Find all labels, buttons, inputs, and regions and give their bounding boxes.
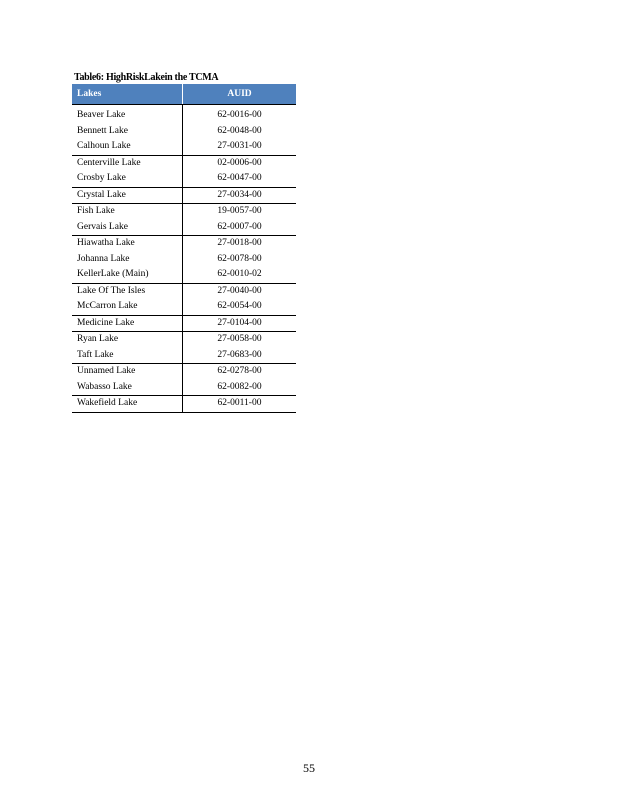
table-row — [72, 236, 296, 252]
lake-name-cell: KellerLake (Main) — [72, 267, 183, 283]
table-row — [72, 105, 296, 124]
table-row — [72, 380, 296, 396]
lake-name-cell: Johanna Lake — [72, 252, 183, 268]
lake-name-cell: Hiawatha Lake — [72, 236, 183, 252]
table-row — [72, 283, 296, 299]
table-row — [72, 315, 296, 332]
page-number: 55 — [303, 761, 315, 775]
lake-name-cell: Wakefield Lake — [72, 396, 183, 413]
auid-cell: 62-0007-00 — [183, 220, 297, 236]
high-risk-lakes-table — [72, 84, 296, 413]
auid-cell: 62-0054-00 — [183, 299, 297, 315]
table-row — [72, 267, 296, 283]
table-row — [72, 171, 296, 187]
auid-cell: 62-0047-00 — [183, 171, 297, 187]
auid-cell: 27-0058-00 — [217, 334, 262, 345]
auid-cell: 02-0006-00 — [217, 157, 262, 168]
table-row — [72, 299, 296, 315]
column-header-auid: AUID — [183, 84, 297, 105]
lake-name-cell: Taft Lake — [72, 348, 183, 364]
lake-name-cell: Lake Of The Isles — [72, 283, 183, 299]
auid-cell: 27-0683-00 — [183, 348, 297, 364]
table-caption: Table6: HighRiskLakein the TCMA — [74, 72, 219, 83]
auid-cell: 62-0010-02 — [183, 267, 297, 283]
lake-name-cell: Gervais Lake — [72, 220, 183, 236]
column-header-lakes: Lakes — [72, 84, 183, 105]
table-row — [72, 220, 296, 236]
table-row — [72, 252, 296, 268]
auid-cell: 62-0082-00 — [183, 380, 297, 396]
table-row — [72, 396, 296, 413]
auid-cell: 62-0278-00 — [217, 366, 262, 377]
table-row — [72, 155, 296, 171]
lake-name-cell: Bennett Lake — [72, 124, 183, 140]
auid-cell: 27-0034-00 — [183, 187, 297, 204]
table-row — [72, 187, 296, 204]
table-body — [72, 105, 296, 413]
lake-name-cell: Calhoun Lake — [72, 139, 183, 155]
auid-cell: 62-0011-00 — [183, 396, 297, 413]
lake-name-cell: Crosby Lake — [72, 171, 183, 187]
table-row — [72, 139, 296, 155]
table-row — [72, 348, 296, 364]
table-row — [72, 364, 296, 380]
table-row — [72, 332, 296, 348]
auid-cell: 19-0057-00 — [217, 206, 262, 217]
lake-name-cell: McCarron Lake — [72, 299, 183, 315]
lake-name-cell: Centerville Lake — [72, 155, 183, 171]
lake-name-cell: Crystal Lake — [72, 187, 183, 204]
auid-cell: 27-0031-00 — [183, 139, 297, 155]
lake-name-cell: Fish Lake — [72, 204, 183, 220]
table-row — [72, 124, 296, 140]
table-header-row — [72, 84, 296, 105]
lake-name-cell: Unnamed Lake — [72, 364, 183, 380]
lake-name-cell: Ryan Lake — [72, 332, 183, 348]
auid-cell: 27-0104-00 — [183, 315, 297, 332]
lake-name-cell: Beaver Lake — [72, 105, 183, 124]
lake-name-cell: Wabasso Lake — [72, 380, 183, 396]
auid-cell: 27-0040-00 — [217, 285, 262, 296]
lake-name-cell: Medicine Lake — [72, 315, 183, 332]
auid-cell: 62-0016-00 — [217, 110, 262, 121]
table-row — [72, 204, 296, 220]
auid-cell: 62-0078-00 — [217, 253, 262, 264]
auid-cell: 27-0018-00 — [217, 238, 262, 249]
auid-cell: 62-0048-00 — [217, 125, 262, 136]
